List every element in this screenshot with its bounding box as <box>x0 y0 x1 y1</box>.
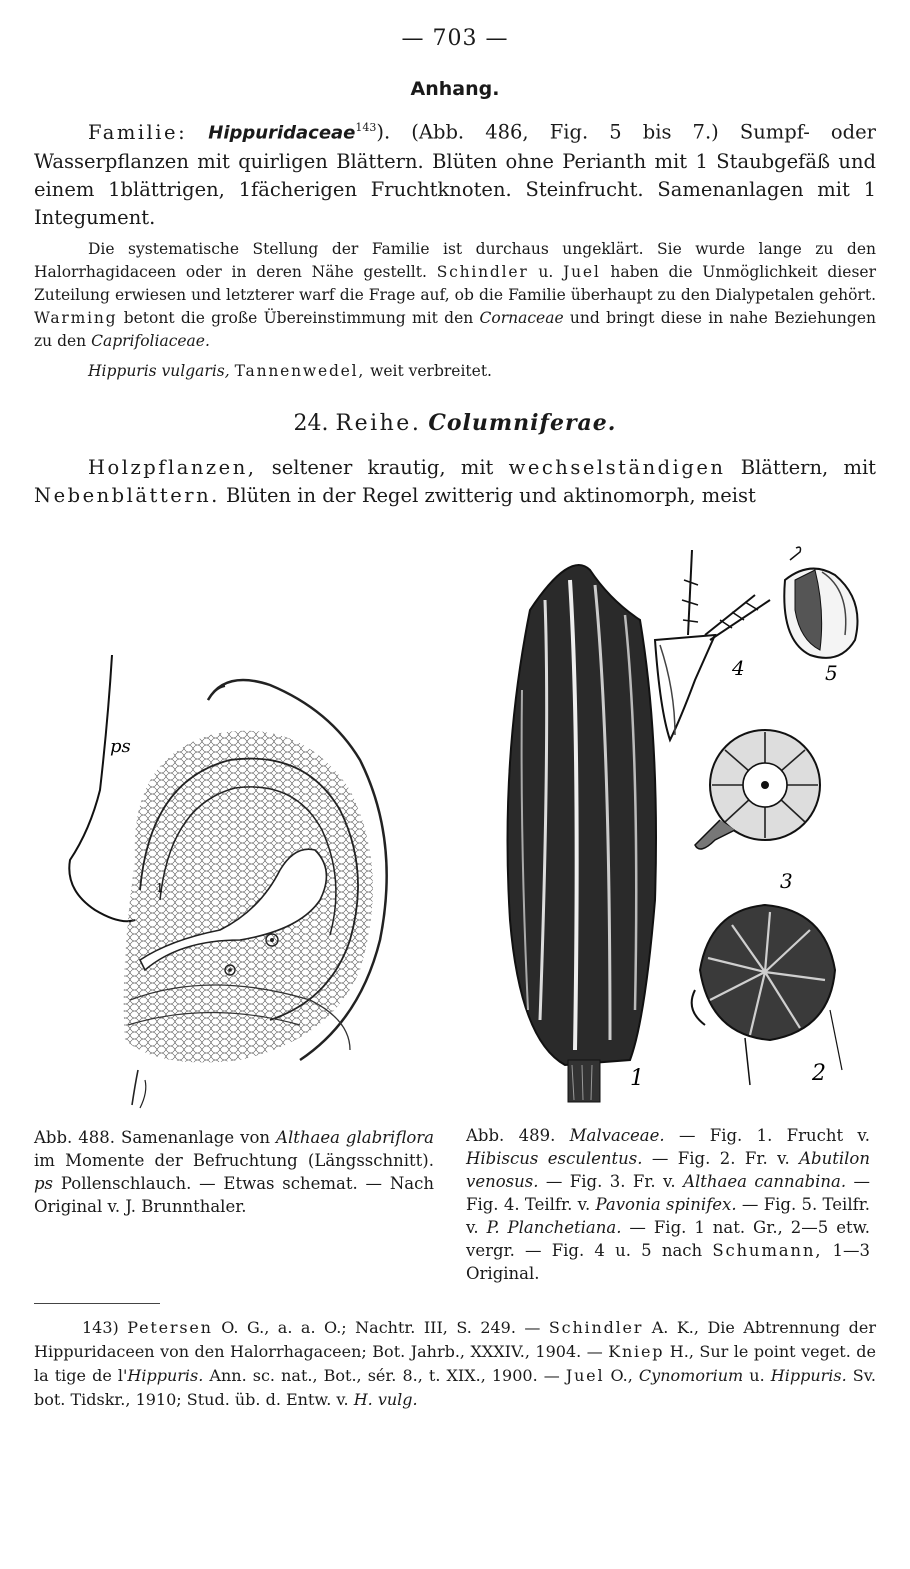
footnote-text-6: u. <box>749 1366 765 1385</box>
series-text-2: Blättern, mit <box>740 456 877 479</box>
caption-489-schumann: Schumann, <box>712 1241 823 1260</box>
author-warming: Warming <box>34 309 118 327</box>
caption-489-pavonia: Pavonia spinifex. <box>595 1195 737 1214</box>
fig-label-2: 2 <box>812 1061 826 1086</box>
common-name: Tannenwedel, <box>234 362 366 380</box>
footnote-text-1: O. G., a. a. O.; Nachtr. III, S. 249. — <box>221 1318 541 1337</box>
caption-489 <box>466 1124 870 1285</box>
caption-489-text-1: Abb. 489. <box>466 1126 556 1145</box>
caption-489-text-4: — Fig. 3. Fr. v. <box>545 1172 676 1191</box>
caption-489-althaea: Althaea cannabina. <box>683 1172 847 1191</box>
caption-489-text-6: — Fig. 5. Teilfr. v. <box>466 1195 871 1237</box>
caption-488-taxon: Althaea glabriflora <box>276 1128 434 1147</box>
species-distribution: weit verbreitet. <box>370 362 492 380</box>
species-line <box>88 360 876 383</box>
family-paragraph <box>34 114 876 232</box>
fig-label-3: 3 <box>780 869 793 893</box>
note-text-2: u. <box>538 263 554 281</box>
species-name: Hippuris vulgaris, <box>88 362 230 380</box>
caption-488-text-2: im Momente der Befruchtung (Längsschnitt). <box>34 1151 434 1170</box>
fig-label-5: 5 <box>825 661 838 685</box>
series-heading <box>0 410 910 436</box>
family-lead: Familie: <box>88 120 188 144</box>
footnote-143 <box>34 1316 876 1412</box>
series-text-3: Blüten in der Regel zwitterig und aktinomorph, meist <box>226 484 756 507</box>
fig5-planchetiana-mericarp <box>784 547 857 685</box>
author-schindler: Schindler <box>436 263 529 281</box>
caption-488-text-3: Pollenschlauch. — Etwas schemat. — Nach Original v. J. Brunnthaler. <box>34 1174 434 1216</box>
footnote-author-petersen: Petersen <box>127 1318 213 1337</box>
figure-488-ovule-drawing <box>40 640 420 1110</box>
series-name: Columniferae. <box>428 410 617 436</box>
series-number: 24. <box>293 411 329 436</box>
series-text-1: seltener krautig, mit <box>271 456 494 479</box>
figure-489-fruits-drawing <box>470 540 880 1115</box>
series-spaced-1: wechselständigen <box>508 456 726 479</box>
fig3-althaea-fruit <box>695 730 820 893</box>
caption-489-text-7: — Fig. 1 nat. Gr., 2—5 etw. vergr. — Fig. 4 u. 5 nach <box>466 1218 871 1260</box>
caption-489-family: Malvaceae. <box>569 1126 665 1145</box>
footnote-ref: 143 <box>355 121 377 134</box>
caption-489-text-8: 1—3 Original. <box>466 1241 871 1283</box>
fig-label-1: 1 <box>630 1066 644 1091</box>
footnote-author-schindler: Schindler <box>548 1318 644 1337</box>
note-text-1: Die systematische Stellung der Familie ist durchaus ungeklärt. Sie wurde lange zu den Halorrhagidaceen oder in deren Nähe gestellt. <box>34 240 876 281</box>
taxon-caprifoliaceae: Caprifoliaceae. <box>91 332 210 350</box>
series-spaced-2: Nebenblättern. <box>34 484 220 507</box>
footnote-author-kniep: Kniep <box>608 1342 665 1361</box>
footnote-italic-h-vulg: H. vulg. <box>353 1390 418 1409</box>
footnote-text-2: A. K., Die Abtrennung der Hippuridaceen von den Halorrhagaceen; Bot. Jahrb., XXXIV., 1904. — <box>34 1318 876 1361</box>
caption-489-planchetiana: P. Planchetiana. <box>486 1218 622 1237</box>
pollen-tube-line <box>69 655 135 921</box>
taxon-cornaceae: Cornaceae <box>479 309 564 327</box>
caption-488-text-1: Abb. 488. Samenanlage von <box>34 1128 271 1147</box>
family-name: Hippuridaceae <box>208 122 356 144</box>
caption-489-text-5: — Fig. 4. Teilfr. v. <box>466 1172 870 1214</box>
fig-label-4: 4 <box>732 656 745 680</box>
page-number: — 703 — <box>401 26 509 51</box>
footnote-text-5: O., <box>610 1366 633 1385</box>
note-text-3: haben die Unmöglichkeit dieser Zuteilung erwiesen und letzterer warf die Frage auf, ob die Familie überhaupt zu den Dialypetalen gehört. <box>34 263 876 304</box>
caption-488-ps: ps <box>34 1174 54 1193</box>
fig4-pavonia-mericarp <box>655 550 770 740</box>
series-word: Reihe. <box>335 411 422 436</box>
caption-489-text-3: — Fig. 2. Fr. v. <box>651 1149 790 1168</box>
footnote-text-3: H., Sur le point veget. de la tige de l' <box>34 1342 877 1385</box>
footnote-text-4: Ann. sc. nat., Bot., sér. 8., t. XIX., 1900. — <box>209 1366 560 1385</box>
label-ps: ps <box>110 736 131 757</box>
footnote-rule <box>34 1303 160 1304</box>
footnote-marker: 143) <box>82 1318 119 1337</box>
label-1: 1 <box>156 881 164 895</box>
systematic-note <box>34 238 876 353</box>
fig2-abutilon-fruit <box>692 905 842 1086</box>
series-paragraph <box>34 454 876 510</box>
caption-488 <box>34 1126 434 1218</box>
footnote-italic-cynomorium: Cynomorium <box>638 1366 744 1385</box>
caption-489-text-2: — Fig. 1. Frucht v. <box>678 1126 870 1145</box>
fig1-hibiscus-fruit <box>508 565 657 1102</box>
caption-489-hibiscus: Hibiscus esculentus. <box>466 1149 643 1168</box>
note-text-5: und bringt diese in nahe Beziehungen zu den <box>34 309 876 350</box>
note-text-4: betont die große Übereinstimmung mit den <box>123 309 474 327</box>
family-text: ). (Abb. 486, Fig. 5 bis 7.) Sumpf- oder Wasserpflanzen mit quirligen Blättern. Blüten ohne Perianth mit 1 Staubgefäß und einem 1blättrigen, 1fächerigen Fruchtknoten. Steinfrucht. Samenanlagen mit 1 Integument. <box>34 120 877 229</box>
section-title: Anhang. <box>410 78 500 100</box>
footnote-text-7: Sv. bot. Tidskr., 1910; Stud. üb. d. Entw. v. <box>34 1366 876 1409</box>
author-juel: Juel <box>563 263 601 281</box>
caption-489-abutilon: Abutilon venosus. <box>466 1149 870 1191</box>
footnote-italic-hippuris-2: Hippuris. <box>770 1366 847 1385</box>
footnote-italic-hippuris: Hippuris. <box>127 1366 204 1385</box>
series-lead: Holzpflanzen, <box>88 456 257 479</box>
footnote-author-juel: Juel <box>565 1366 605 1385</box>
